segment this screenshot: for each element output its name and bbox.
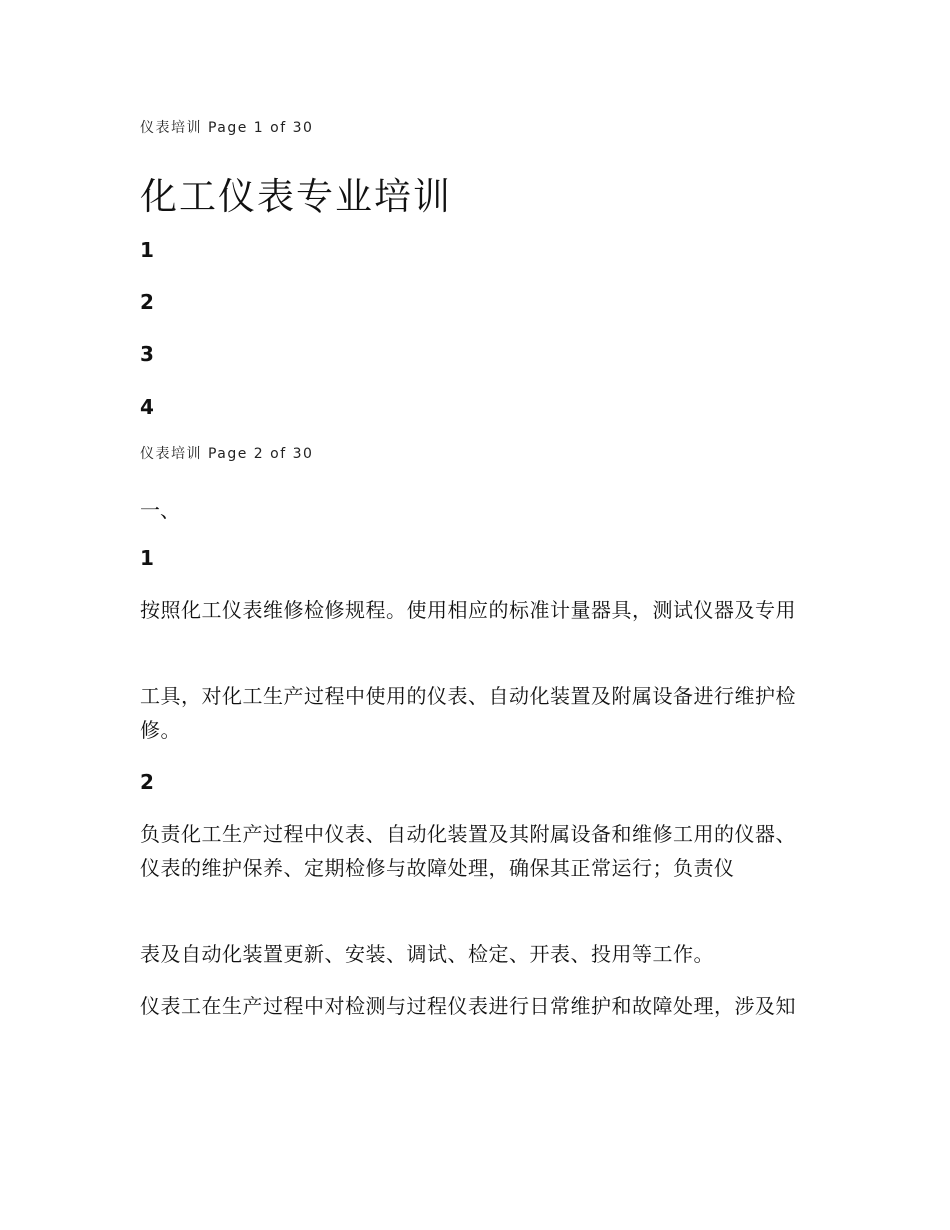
- subsection-number: 2: [140, 770, 154, 794]
- toc-item-2: 2: [140, 290, 154, 314]
- paragraph: 负责化工生产过程中仪表、自动化装置及其附属设备和维修工用的仪器、仪表的维护保养、定期检修与故障处理，确保其正常运行；负责仪: [140, 822, 796, 880]
- paragraph: 表及自动化装置更新、安装、调试、检定、开表、投用等工作。: [140, 942, 714, 966]
- subsection-number: 1: [140, 546, 154, 570]
- toc-item-1: 1: [140, 238, 154, 262]
- paragraph: 工具，对化工生产过程中使用的仪表、自动化装置及附属设备进行维护检修。: [140, 684, 796, 742]
- section-heading: 一、: [140, 498, 180, 522]
- paragraph: 按照化工仪表维修检修规程。使用相应的标准计量器具，测试仪器及专用: [140, 598, 796, 622]
- document-title: 化工仪表专业培训: [140, 175, 452, 218]
- page-header: 仪表培训 Page 2 of 30: [140, 446, 314, 462]
- page-header: 仪表培训 Page 1 of 30: [140, 120, 314, 136]
- toc-item-4: 4: [140, 395, 154, 419]
- paragraph: 仪表工在生产过程中对检测与过程仪表进行日常维护和故障处理，涉及知: [140, 994, 796, 1018]
- toc-item-3: 3: [140, 342, 154, 366]
